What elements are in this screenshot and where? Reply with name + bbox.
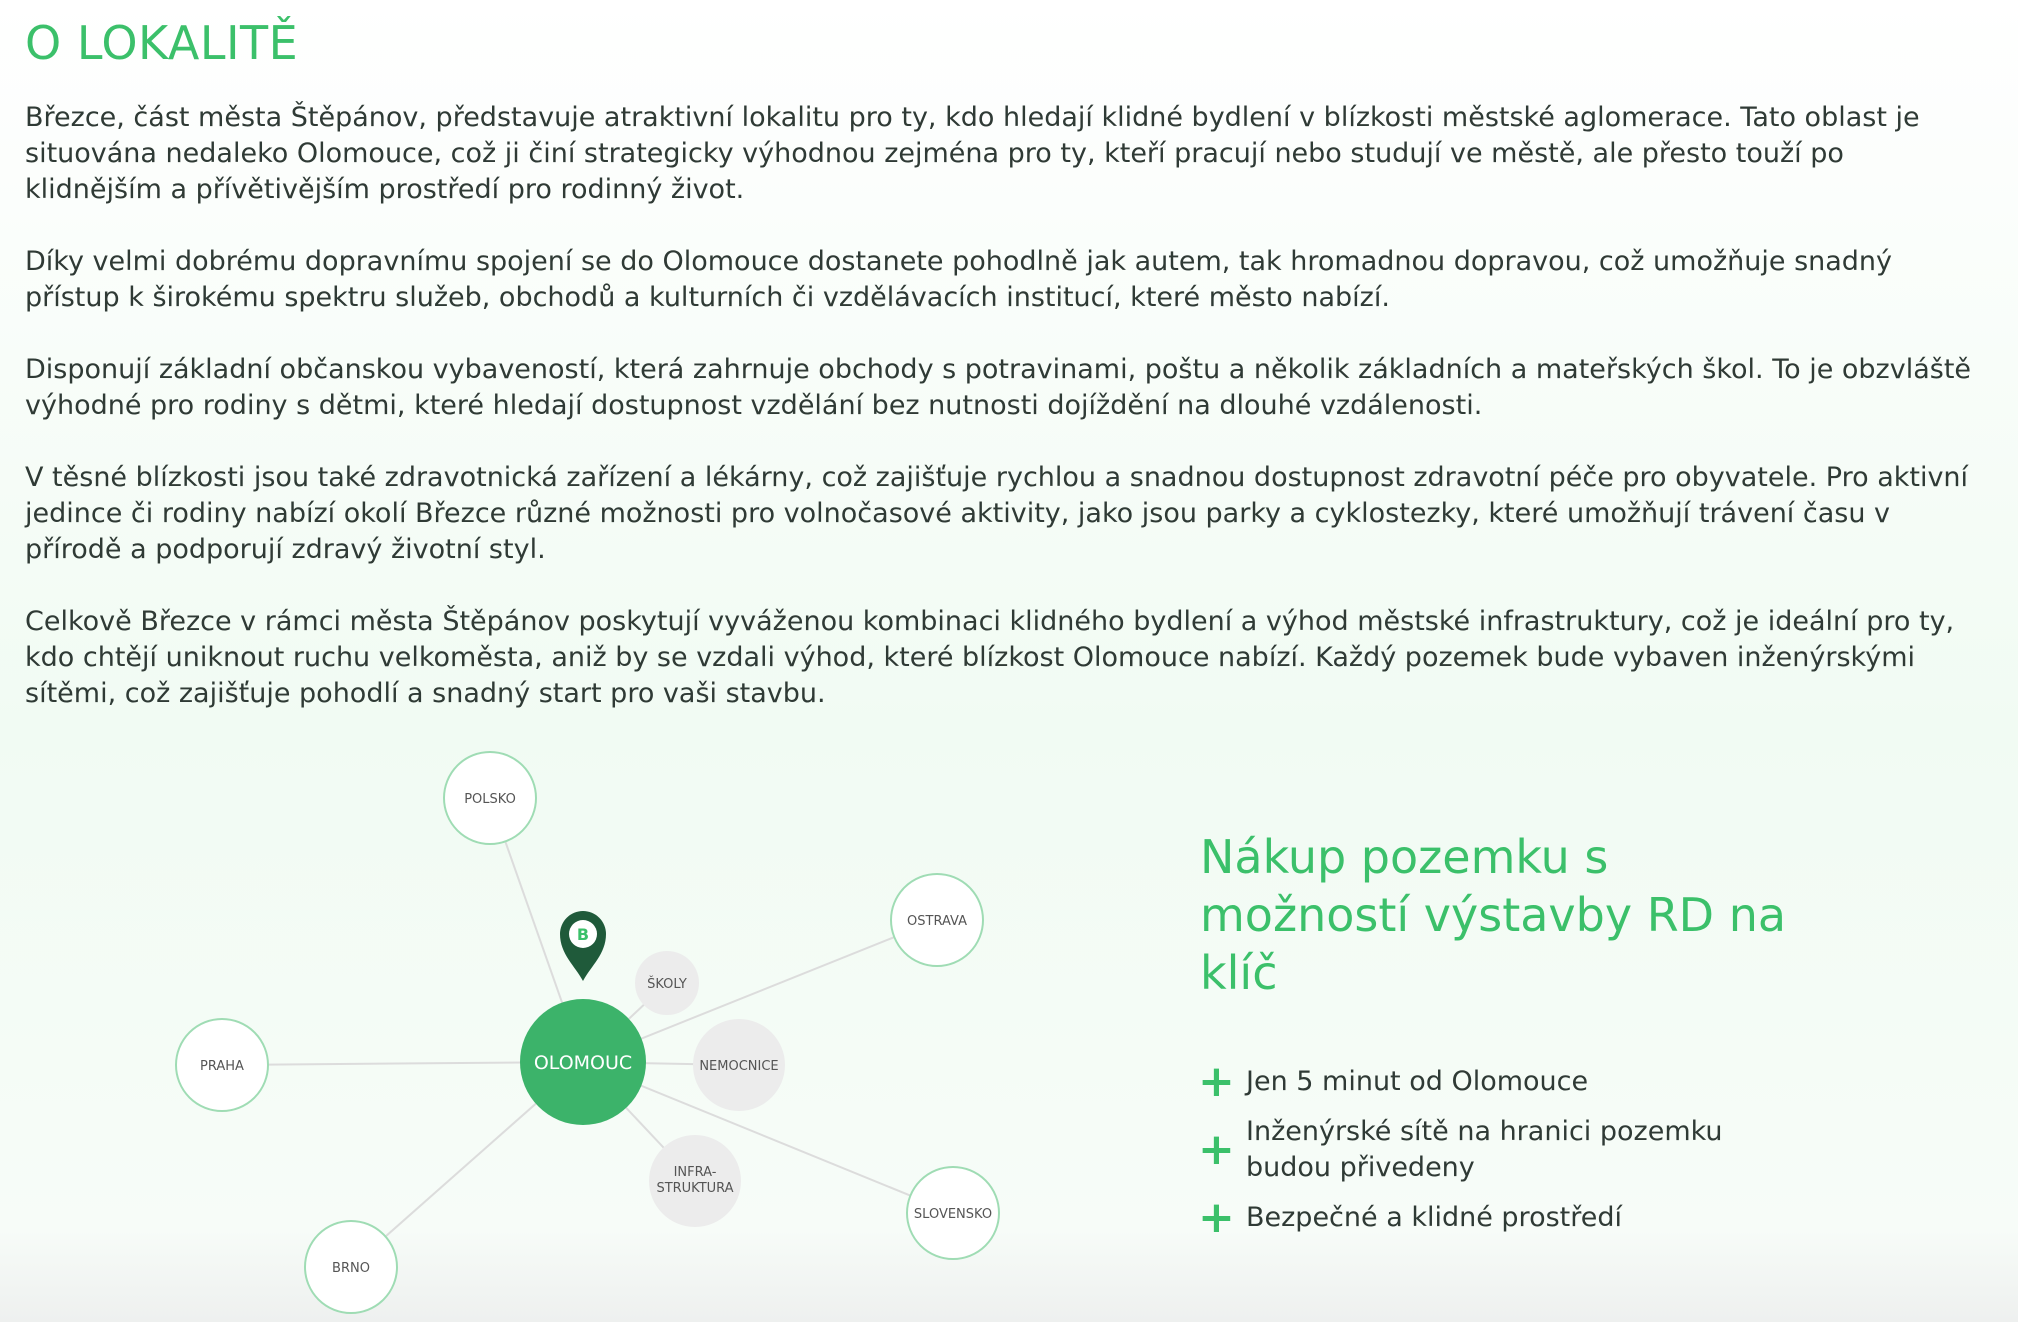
paragraph-health-leisure: V těsné blízkosti jsou také zdravotnická zařízení a lékárny, což zajišťuje rychlou a snadnou dostupnost zdravotní péče pro obyvatele. Pro aktivní jedince či rodiny nabízí okolí Březce různé možnosti pro volnočasové aktivity, jako jsou parky a cyklostezky, které umožňují trávení času v přírodě a podporují zdravý životní styl. <box>25 462 1969 565</box>
location-pin-icon <box>560 911 606 981</box>
amenity-node-skoly <box>635 951 699 1015</box>
feature-item <box>1198 1056 1798 1107</box>
feature-item <box>1198 1192 1798 1243</box>
amenity-label-skoly: ŠKOLY <box>647 977 687 992</box>
feature-item <box>1198 1114 1798 1186</box>
amenity-label-infrastruktura-line2: STRUKTURA <box>656 1181 734 1196</box>
amenity-node-infrastruktura <box>649 1135 741 1227</box>
city-node-slovensko <box>907 1167 999 1259</box>
amenity-node-nemocnice <box>693 1019 785 1111</box>
feature-text: Bezpečné a klidné prostředí <box>1246 1202 1622 1233</box>
amenity-label-infrastruktura-line1: INFRA- <box>673 1165 717 1180</box>
city-node-brno <box>305 1221 397 1313</box>
locality-description <box>25 100 1985 748</box>
city-label-praha: PRAHA <box>200 1059 244 1074</box>
feature-text: Inženýrské sítě na hranici pozemku budou přivedeny <box>1246 1116 1723 1183</box>
city-label-polsko: POLSKO <box>464 792 516 807</box>
feature-text: Jen 5 minut od Olomouce <box>1246 1066 1589 1097</box>
city-node-polsko <box>444 752 536 844</box>
page-title: O LOKALITĚ <box>25 16 299 70</box>
city-label-brno: BRNO <box>332 1261 370 1276</box>
plus-icon: + <box>1198 1124 1235 1175</box>
paragraph-transport: Díky velmi dobrému dopravnímu spojení se do Olomouce dostanete pohodlně jak autem, tak hromadnou dopravou, což umožňuje snadný přístup k širokému spektru služeb, obchodů a kulturních či vzdělávacích institucí, které město nabízí. <box>25 246 1893 313</box>
location-diagram <box>0 740 1100 1322</box>
center-node-olomouc <box>520 999 646 1125</box>
marker-letter: B <box>576 925 590 944</box>
feature-list <box>1198 1056 1798 1250</box>
city-label-ostrava: OSTRAVA <box>907 914 967 929</box>
center-label: OLOMOUC <box>533 1052 633 1074</box>
plus-icon: + <box>1198 1192 1235 1243</box>
cta-title: Nákup pozemku s možností výstavby RD na klíč <box>1200 830 1787 1000</box>
city-node-praha <box>176 1019 268 1111</box>
paragraph-amenities: Disponují základní občanskou vybaveností, která zahrnuje obchody s potravinami, poštu a několik základních a mateřských škol. To je obzvláště výhodné pro rodiny s dětmi, které hledají dostupnost vzdělání bez nutnosti dojíždění na dlouhé vzdálenosti. <box>25 354 1972 421</box>
amenity-label-nemocnice: NEMOCNICE <box>699 1059 779 1074</box>
paragraph-summary: Celkově Březce v rámci města Štěpánov poskytují vyváženou kombinaci klidného bydlení a výhod městské infrastruktury, což je ideální pro ty, kdo chtějí uniknout ruchu velkoměsta, aniž by se vzdali výhod, které blízkost Olomouce nabízí. Každý pozemek bude vybaven inženýrskými sítěmi, což zajišťuje pohodlí a snadný start pro vaši stavbu. <box>25 606 1955 709</box>
location-diagram-svg <box>0 740 1100 1322</box>
city-node-ostrava <box>891 874 983 966</box>
plus-icon: + <box>1198 1056 1235 1107</box>
city-label-slovensko: SLOVENSKO <box>913 1207 993 1222</box>
paragraph-intro: Březce, část města Štěpánov, představuje atraktivní lokalitu pro ty, kdo hledají klidné bydlení v blízkosti městské aglomerace. Tato oblast je situována nedaleko Olomouce, což ji činí strategicky výhodnou zejména pro ty, kteří pracují nebo studují ve městě, ale přesto touží po klidnějším a přívětivějším prostředí pro rodinný život. <box>25 102 1920 205</box>
